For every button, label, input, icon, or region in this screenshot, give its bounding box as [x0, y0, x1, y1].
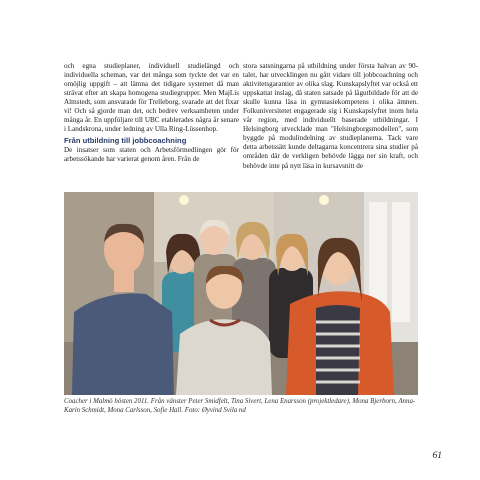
- photo-illustration: [64, 192, 418, 395]
- left-paragraph-1: och egna studieplaner, individuell studielängd och individuella scheman, var det många som tyckte det var en omöjlig uppgift – att lämna det tidigare systemet då man strävat efter att skapa homogena studiegrupper. Men MajLis Almstedt, som ansvarade för Trelleborg, svarade att det fixar vi! Och så gjorde man det, och bedrev verksamheten under många år. En uppföljare till UBC etablerades några år senare i Landskrona, under ledning av Ulla Ring-Lüssenhop.: [64, 62, 239, 134]
- page-number: 61: [432, 451, 442, 461]
- left-paragraph-2: De insatser som staten och Arbetsförmedlingen gör för arbetssökande har varierat genom åren. Från de: [64, 145, 239, 163]
- section-heading: Från utbildning till jobbcoachning: [64, 136, 187, 146]
- group-photo: [64, 192, 418, 395]
- right-paragraph-1: stora satsningarna på utbildning under första halvan av 90-talet, har utvecklingen nu gått vidare till jobbcoachning och aktivitetsgarantier av olika slag. Kunskapslyftet var också ett uppskattat inslag, då staten satsade på lågutbildade för att de skulle kunna läsa in gymnasiekompetens i olika ämnen. Folkuniversitetet engagerade sig i Kunskapslyftet inom hela vår region, med individuellt baserade utbildningar. I Helsingborg utvecklade man "Helsingborgsmodellen", som byggde på modulindelning av studieplanerna. Tack vare detta arbetssätt kunde deltagarna koncentrera sina studier på områden där de verkligen behövde lägga ner sin kraft, och behövde inte på nytt läsa in kursavsnitt de: [243, 62, 418, 170]
- right-text-column: [243, 62, 418, 171]
- left-text-column: [64, 62, 239, 164]
- photo-caption: Coacher i Malmö hösten 2011. Från vänster Peter Smidfelt, Tina Sivert, Lena Enarsson (projektledare), Mona Bjerborn, Anna-Karin Schmidt, Mona Carlsson, Sofie Hall. Foto: Øyvind Svila nd: [64, 398, 416, 414]
